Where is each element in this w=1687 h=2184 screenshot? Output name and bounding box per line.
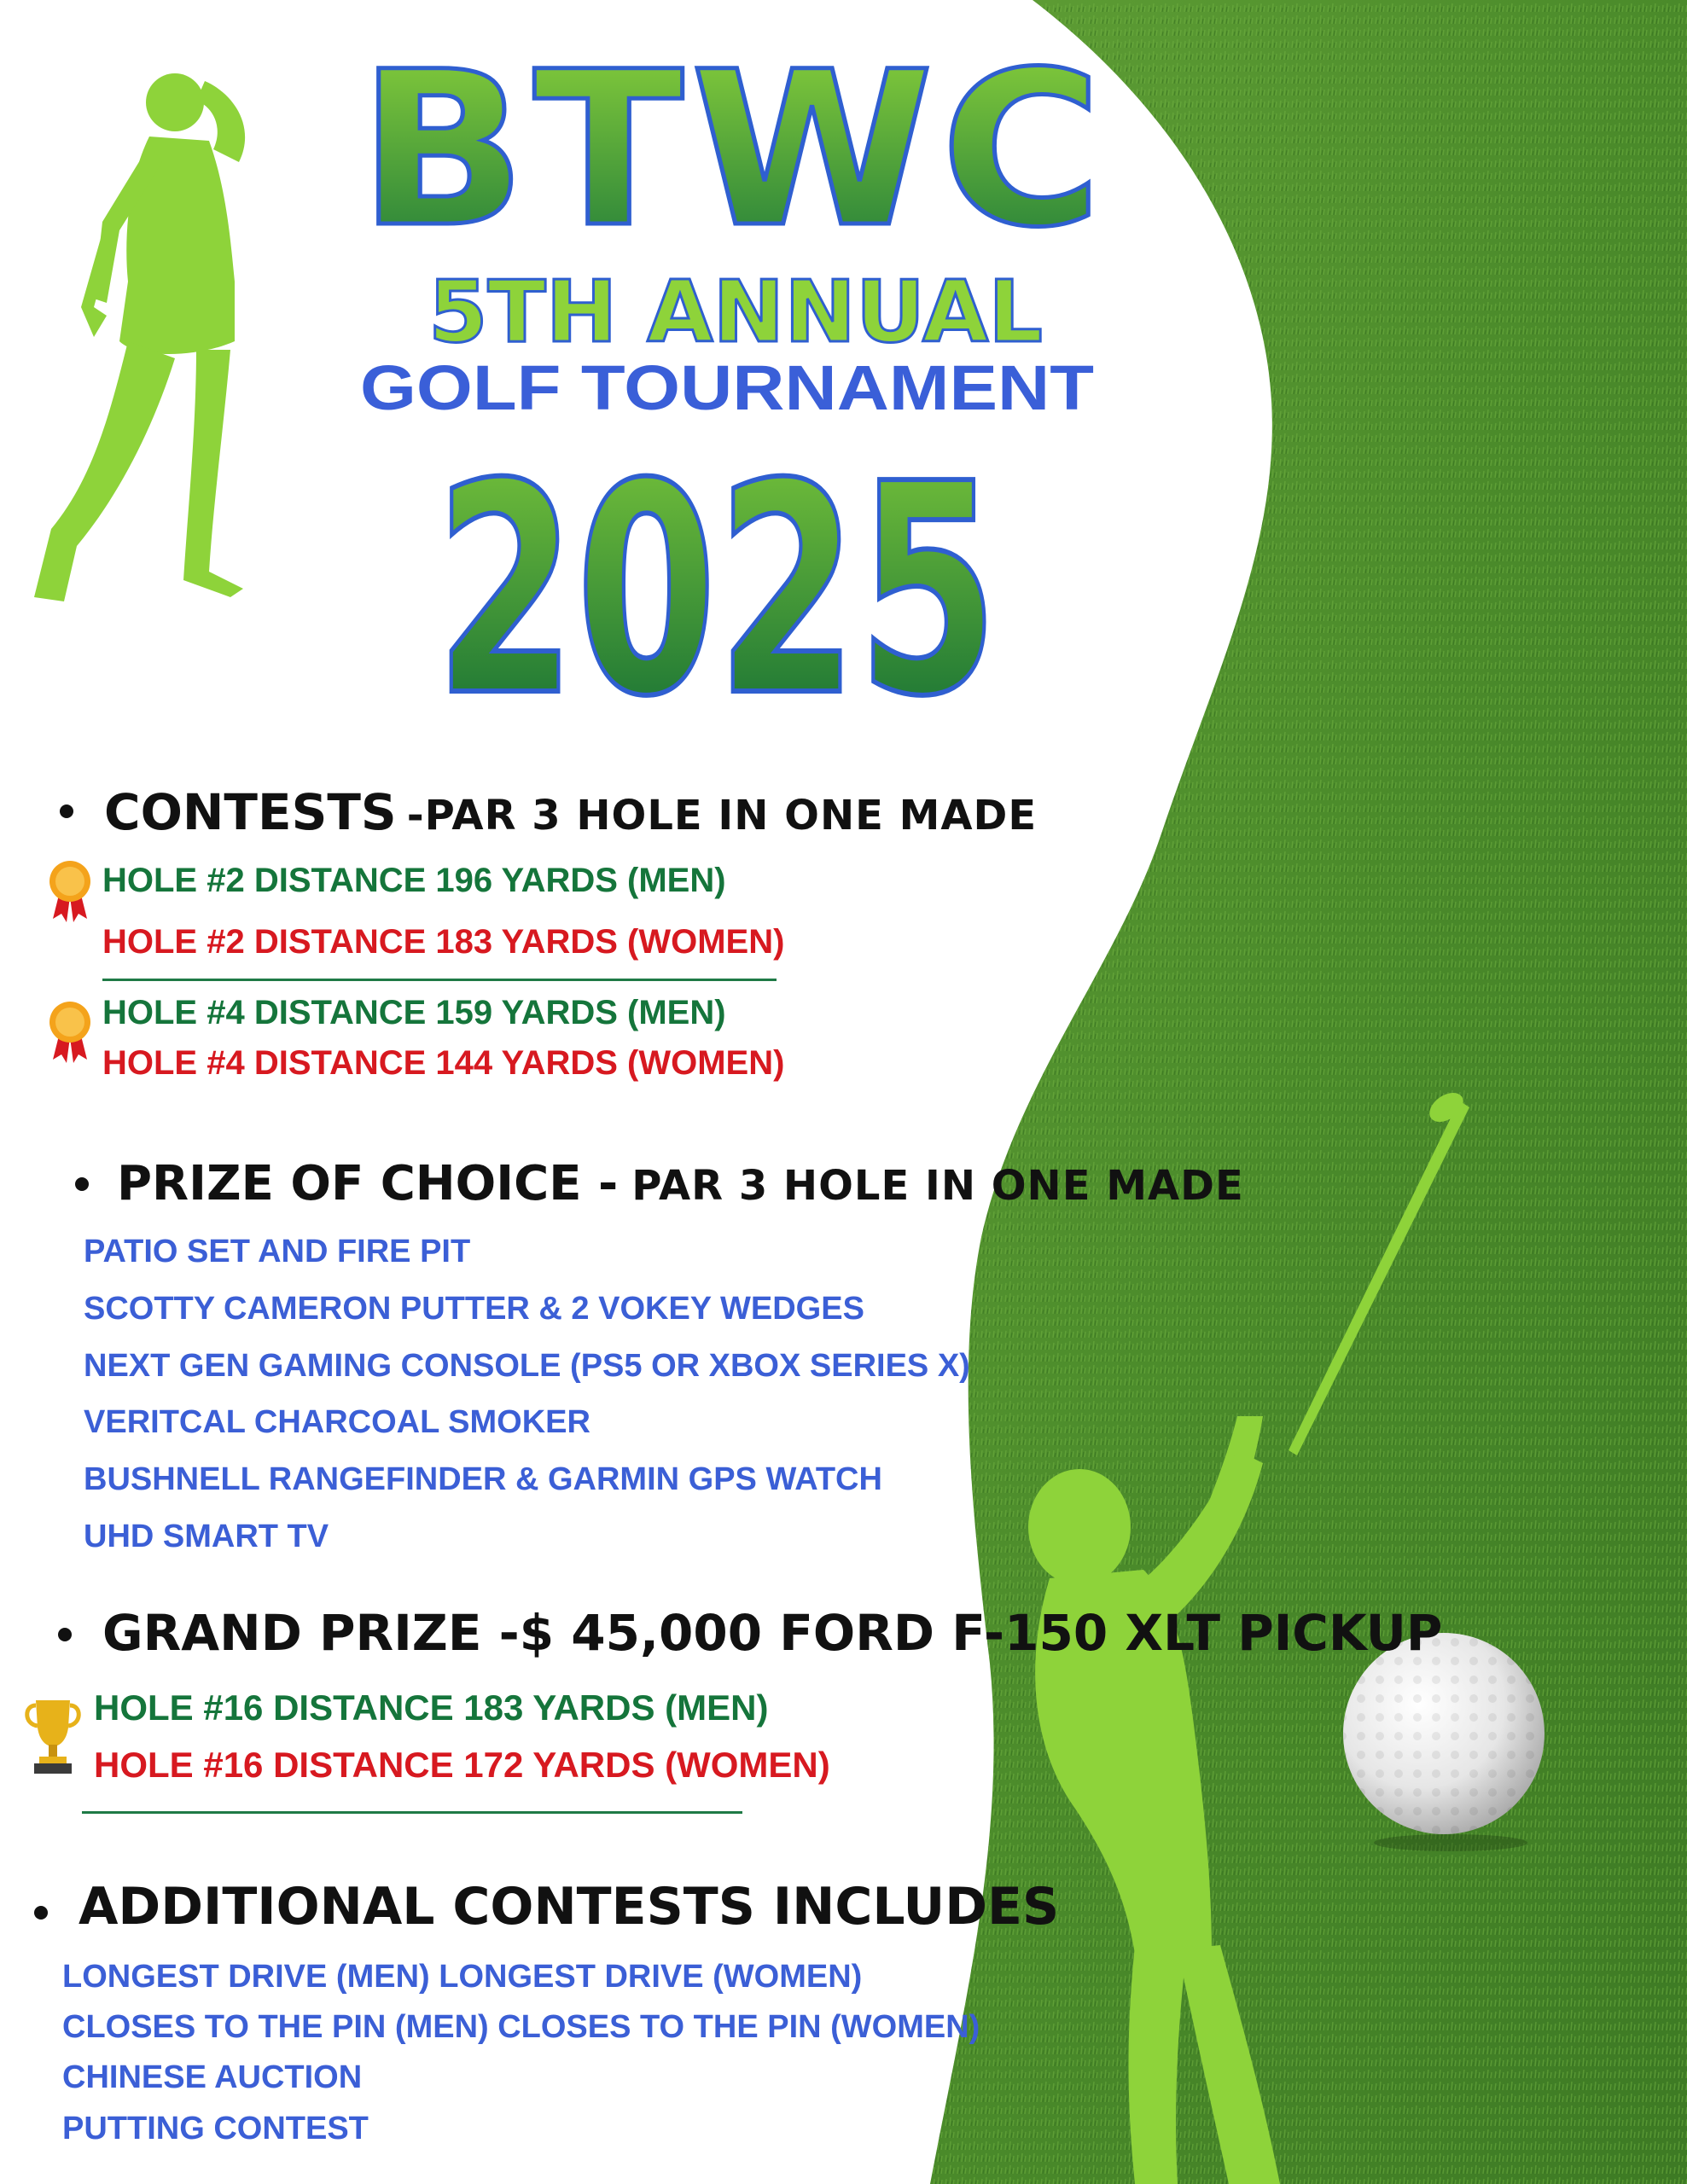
grand-prize-hole16-men: HOLE #16 DISTANCE 183 YARDS (MEN) bbox=[94, 1687, 769, 1728]
contest-hole4-women: HOLE #4 DISTANCE 144 YARDS (WOMEN) bbox=[102, 1044, 785, 1082]
grand-prize-hole16-women: HOLE #16 DISTANCE 172 YARDS (WOMEN) bbox=[94, 1745, 830, 1785]
grand-prize-heading: GRAND PRIZE -$ 45,000 FORD F-150 XLT PICKUP bbox=[102, 1604, 1443, 1662]
grand-prize-divider bbox=[82, 1811, 742, 1814]
contests-bullet bbox=[60, 804, 73, 818]
female-golfer-silhouette-icon bbox=[34, 73, 245, 601]
prize-choice-heading-label: PRIZE OF CHOICE - bbox=[117, 1156, 619, 1211]
prize-item-smoker: VERITCAL CHARCOAL SMOKER bbox=[84, 1404, 590, 1440]
additional-item-chinese-auction: CHINESE AUCTION bbox=[62, 2059, 363, 2095]
prize-item-smart-tv: UHD SMART TV bbox=[84, 1519, 329, 1554]
contests-heading bbox=[104, 783, 1037, 841]
prize-choice-bullet bbox=[75, 1177, 89, 1191]
additional-item-closest-pin: CLOSES TO THE PIN (MEN) CLOSES TO THE PIN (WOMEN) bbox=[62, 2009, 980, 2045]
additional-bullet bbox=[34, 1906, 48, 1920]
edition-title: 5TH ANNUAL bbox=[428, 262, 1043, 362]
prize-item-rangefinder-watch: BUSHNELL RANGEFINDER & GARMIN GPS WATCH bbox=[84, 1461, 882, 1497]
prize-choice-subheading: PAR 3 HOLE IN ONE MADE bbox=[631, 1162, 1244, 1210]
additional-item-longest-drive: LONGEST DRIVE (MEN) LONGEST DRIVE (WOMEN) bbox=[62, 1959, 863, 1995]
year-title: 2025 bbox=[435, 422, 998, 760]
contests-divider bbox=[102, 979, 777, 981]
medal-icon bbox=[44, 857, 96, 926]
grand-prize-bullet bbox=[58, 1628, 72, 1641]
additional-item-putting-contest: PUTTING CONTEST bbox=[62, 2111, 369, 2146]
prize-choice-heading bbox=[117, 1156, 1244, 1211]
trophy-icon bbox=[19, 1693, 87, 1779]
prize-item-gaming-console: NEXT GEN GAMING CONSOLE (PS5 OR XBOX SERIES X) bbox=[84, 1348, 970, 1384]
contest-hole4-men: HOLE #4 DISTANCE 159 YARDS (MEN) bbox=[102, 994, 726, 1031]
medal-icon-2 bbox=[44, 998, 96, 1066]
prize-item-putter-wedges: SCOTTY CAMERON PUTTER & 2 VOKEY WEDGES bbox=[84, 1291, 864, 1327]
event-title: GOLF TOURNAMENT bbox=[360, 352, 1094, 423]
contest-hole2-men: HOLE #2 DISTANCE 196 YARDS (MEN) bbox=[102, 862, 726, 899]
additional-heading: ADDITIONAL CONTESTS INCLUDES bbox=[79, 1877, 1060, 1937]
contest-hole2-women: HOLE #2 DISTANCE 183 YARDS (WOMEN) bbox=[102, 923, 785, 961]
contests-heading-label: CONTESTS bbox=[104, 783, 397, 841]
prize-item-patio-set: PATIO SET AND FIRE PIT bbox=[84, 1234, 471, 1269]
brand-title: BTWC bbox=[358, 26, 1109, 274]
contests-subheading: -PAR 3 HOLE IN ONE MADE bbox=[406, 792, 1038, 839]
